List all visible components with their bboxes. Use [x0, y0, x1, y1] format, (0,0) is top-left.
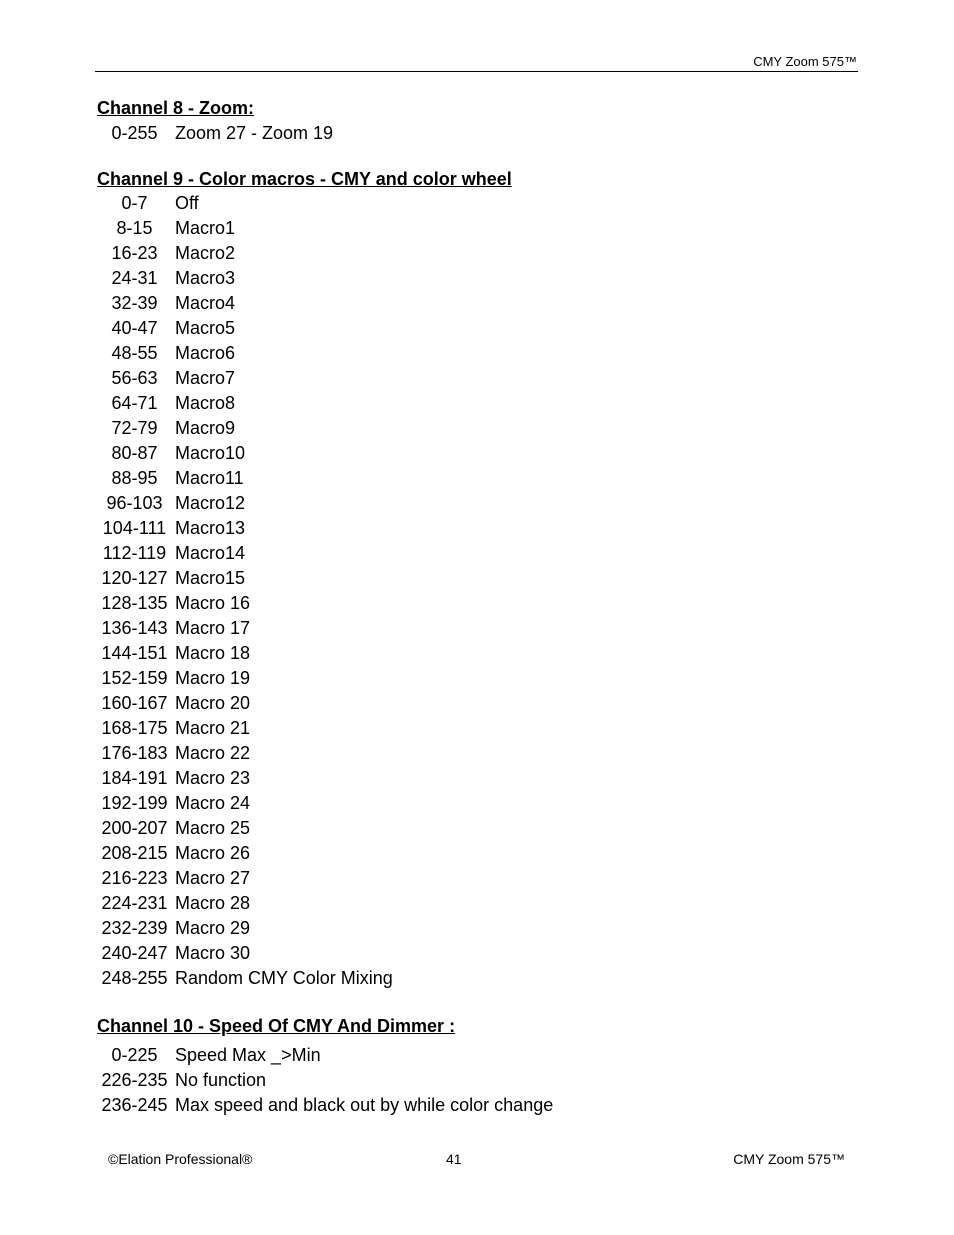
- function-description: Macro11: [175, 468, 244, 488]
- dmx-range: 160-167: [101, 693, 168, 713]
- table-row: [97, 266, 393, 291]
- footer-copyright: ©Elation Professional®: [108, 1151, 253, 1167]
- table-row: [97, 841, 393, 866]
- table-row: [97, 666, 393, 691]
- dmx-range: 96-103: [106, 493, 163, 513]
- dmx-range: 224-231: [101, 893, 168, 913]
- table-row: [97, 241, 393, 266]
- table-row: [97, 691, 393, 716]
- table-row: [97, 741, 393, 766]
- function-description: Speed Max _>Min: [175, 1045, 321, 1065]
- dmx-range: 248-255: [101, 968, 168, 988]
- dmx-range: 232-239: [101, 918, 168, 938]
- function-description: No function: [175, 1070, 267, 1090]
- table-row: [97, 491, 393, 516]
- table-row: [97, 316, 393, 341]
- channel-10-table: [97, 1043, 553, 1118]
- dmx-range: 120-127: [101, 568, 168, 588]
- channel-8-heading: Channel 8 - Zoom:: [97, 98, 254, 118]
- function-description: Macro 26: [175, 843, 251, 863]
- table-row: [97, 716, 393, 741]
- function-description: Macro 22: [175, 743, 251, 763]
- function-description: Off: [175, 193, 199, 213]
- function-description: Macro 18: [175, 643, 251, 663]
- dmx-range: 80-87: [111, 443, 158, 463]
- function-description: Macro1: [175, 218, 236, 238]
- channel-9-heading: Channel 9 - Color macros - CMY and color wheel: [97, 169, 512, 189]
- table-row: [97, 816, 393, 841]
- table-row: [97, 866, 393, 891]
- dmx-range: 208-215: [101, 843, 168, 863]
- dmx-range: 136-143: [101, 618, 168, 638]
- table-row: [97, 191, 393, 216]
- dmx-range: 16-23: [111, 243, 158, 263]
- function-description: Macro8: [175, 393, 236, 413]
- function-description: Macro 27: [175, 868, 251, 888]
- table-row: [97, 391, 393, 416]
- dmx-range: 112-119: [102, 543, 167, 563]
- dmx-range: 56-63: [111, 368, 158, 388]
- dmx-range: 104-111: [102, 518, 167, 538]
- function-description: Macro13: [175, 518, 246, 538]
- function-description: Macro 20: [175, 693, 251, 713]
- dmx-range: 128-135: [101, 593, 168, 613]
- function-description: Macro14: [175, 543, 246, 563]
- dmx-range: 184-191: [101, 768, 168, 788]
- dmx-range: 0-7: [121, 193, 148, 213]
- function-description: Macro6: [175, 343, 236, 363]
- function-description: Macro 30: [175, 943, 251, 963]
- dmx-range: 144-151: [101, 643, 168, 663]
- table-row: [97, 1093, 553, 1118]
- dmx-range: 32-39: [111, 293, 158, 313]
- function-description: Macro5: [175, 318, 236, 338]
- function-description: Max speed and black out by while color change: [175, 1095, 554, 1115]
- table-row: [97, 341, 393, 366]
- table-row: [97, 941, 393, 966]
- table-row: [97, 1043, 553, 1068]
- dmx-range: 0-255: [111, 123, 158, 143]
- function-description: Random CMY Color Mixing: [175, 968, 393, 988]
- dmx-range: 64-71: [111, 393, 158, 413]
- dmx-range: 192-199: [101, 793, 168, 813]
- table-row: [97, 916, 393, 941]
- function-description: Macro2: [175, 243, 236, 263]
- table-row: [97, 791, 393, 816]
- dmx-range: 8-15: [116, 218, 153, 238]
- function-description: Macro12: [175, 493, 246, 513]
- function-description: Macro 25: [175, 818, 251, 838]
- footer-page-number: 41: [446, 1151, 462, 1167]
- table-row: [97, 566, 393, 591]
- dmx-range: 72-79: [111, 418, 158, 438]
- table-row: [97, 591, 393, 616]
- dmx-range: 168-175: [101, 718, 168, 738]
- function-description: Macro 28: [175, 893, 251, 913]
- header-title: CMY Zoom 575™: [753, 54, 857, 69]
- table-row: [97, 366, 393, 391]
- table-row: [97, 216, 393, 241]
- channel-8-table: [97, 121, 333, 146]
- dmx-range: 200-207: [101, 818, 168, 838]
- function-description: Macro 16: [175, 593, 251, 613]
- dmx-range: 24-31: [111, 268, 158, 288]
- function-description: Macro 21: [175, 718, 251, 738]
- header-divider: [95, 71, 858, 72]
- table-row: [97, 466, 393, 491]
- table-row: [97, 891, 393, 916]
- table-row: [97, 541, 393, 566]
- function-description: Macro 17: [175, 618, 251, 638]
- function-description: Macro 23: [175, 768, 251, 788]
- channel-9-table: [97, 191, 393, 991]
- table-row: [97, 441, 393, 466]
- function-description: Macro 24: [175, 793, 251, 813]
- table-row: [97, 616, 393, 641]
- table-row: [97, 291, 393, 316]
- table-row: [97, 641, 393, 666]
- function-description: Macro9: [175, 418, 236, 438]
- footer-product-name: CMY Zoom 575™: [733, 1151, 845, 1167]
- function-description: Macro3: [175, 268, 236, 288]
- dmx-range: 216-223: [101, 868, 168, 888]
- function-description: Macro4: [175, 293, 236, 313]
- table-row: [97, 766, 393, 791]
- dmx-range: 236-245: [101, 1095, 168, 1115]
- table-row: [97, 416, 393, 441]
- table-row: [97, 516, 393, 541]
- dmx-range: 240-247: [101, 943, 168, 963]
- dmx-range: 226-235: [101, 1070, 168, 1090]
- table-row: [97, 1068, 553, 1093]
- function-description: Macro10: [175, 443, 246, 463]
- dmx-range: 48-55: [111, 343, 158, 363]
- channel-10-heading: Channel 10 - Speed Of CMY And Dimmer :: [97, 1016, 456, 1036]
- function-description: Macro15: [175, 568, 246, 588]
- dmx-range: 152-159: [101, 668, 168, 688]
- function-description: Macro 19: [175, 668, 251, 688]
- table-row: [97, 121, 333, 146]
- function-description: Zoom 27 - Zoom 19: [175, 123, 334, 143]
- table-row: [97, 966, 393, 991]
- dmx-range: 0-225: [111, 1045, 158, 1065]
- dmx-range: 176-183: [101, 743, 168, 763]
- dmx-range: 88-95: [111, 468, 158, 488]
- function-description: Macro 29: [175, 918, 251, 938]
- function-description: Macro7: [175, 368, 236, 388]
- dmx-range: 40-47: [111, 318, 158, 338]
